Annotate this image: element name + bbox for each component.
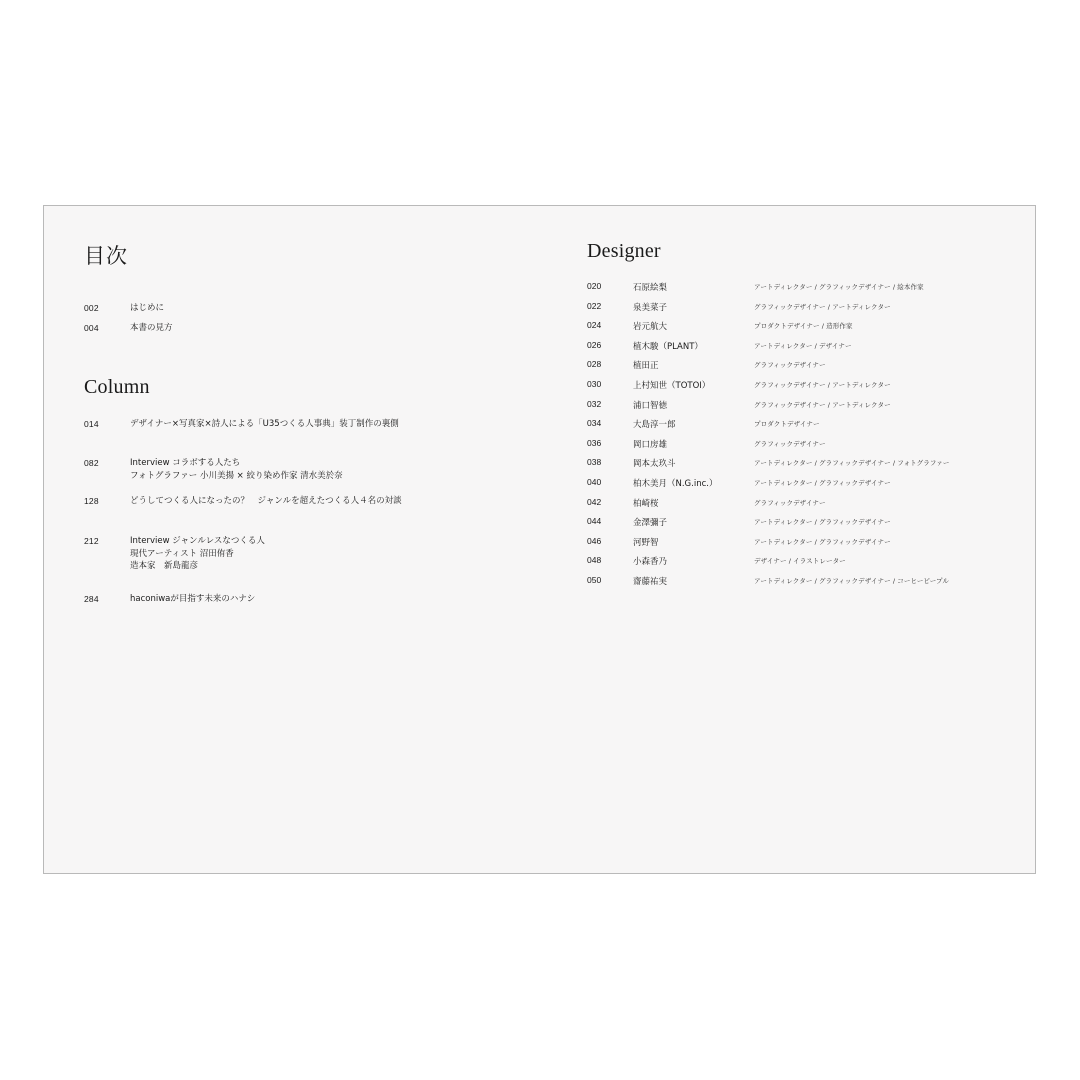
designer-role: アートディレクター / グラフィックデザイナー	[754, 479, 891, 487]
designer-role: グラフィックデザイナー / アートディレクター	[754, 400, 891, 409]
designer-role: デザイナー / イラストレーター	[754, 557, 846, 566]
column-heading: Column	[84, 376, 150, 398]
designer-name: 金澤彌子	[633, 518, 668, 529]
designer-page-number: 024	[587, 320, 602, 331]
toc-page-number: 002	[84, 303, 99, 313]
toc-entry-text: Interview ジャンルレスなつくる人 現代アーティスト 沼田侑香 造本家 新島龍彦	[130, 536, 265, 571]
toc-entry-text: Interview コラボする人たち フォトグラファー 小川美揚 × 絞り染め作家 清水美於奈	[130, 458, 343, 481]
designer-page-number: 022	[587, 300, 602, 311]
toc-entry-text: はじめに	[130, 303, 165, 313]
designer-name: 上村知世（TOTOI）	[633, 381, 711, 391]
designer-name: 浦口智徳	[633, 400, 668, 411]
toc-page-number: 128	[84, 496, 99, 506]
designer-page-number: 034	[587, 418, 602, 429]
designer-name: 柏崎桜	[633, 498, 659, 509]
designer-page-number: 050	[587, 575, 602, 585]
designer-page-number: 042	[587, 496, 602, 507]
designer-entry	[587, 399, 1027, 413]
designer-entry	[587, 281, 1027, 295]
designer-entry	[587, 359, 1027, 373]
designer-role: グラフィックデザイナー	[754, 498, 826, 507]
designer-role: アートディレクター / グラフィックデザイナー / コーヒーピープル	[754, 577, 949, 585]
designer-entry	[587, 516, 1027, 530]
designer-entry	[587, 457, 1027, 471]
designer-entry	[587, 379, 1027, 393]
designer-name: 岡本太玖斗	[633, 459, 676, 470]
designer-page-number: 030	[587, 379, 602, 389]
designer-entry	[587, 497, 1027, 511]
designer-role: アートディレクター / グラフィックデザイナー	[754, 518, 891, 527]
book-spread	[43, 205, 1036, 874]
designer-name: 小森香乃	[633, 557, 668, 568]
toc-entry-text: 本書の見方	[130, 323, 173, 333]
designer-entry	[587, 477, 1027, 491]
designer-name: 岡口房雄	[633, 439, 668, 450]
designer-entry	[587, 536, 1027, 550]
designer-page-number: 036	[587, 437, 602, 448]
designer-role: グラフィックデザイナー / アートディレクター	[754, 381, 891, 389]
toc-page-number: 284	[84, 594, 99, 604]
designer-page-number: 028	[587, 359, 602, 370]
toc-page-number: 014	[84, 419, 99, 429]
contents-title: 目次	[84, 244, 128, 268]
designer-role: プロダクトデザイナー / 造形作家	[754, 322, 853, 331]
designer-name: 泉美菜子	[633, 302, 668, 313]
designer-name: 植田正	[633, 361, 659, 372]
designer-entry	[587, 555, 1027, 569]
toc-entry-text: haconiwaが目指す未来のハナシ	[130, 594, 256, 604]
designer-page-number: 026	[587, 339, 602, 350]
designer-name: 石原絵梨	[633, 283, 668, 293]
designer-page-number: 040	[587, 477, 602, 487]
designer-page-number: 038	[587, 457, 602, 468]
designer-name: 大島淳一郎	[633, 420, 676, 431]
designer-entry	[587, 320, 1027, 334]
designer-entry	[587, 301, 1027, 315]
designer-entry	[587, 340, 1027, 354]
designer-page-number: 046	[587, 535, 602, 546]
designer-role: アートディレクター / グラフィックデザイナー / 絵本作家	[754, 283, 924, 291]
designer-role: アートディレクター / グラフィックデザイナー	[754, 537, 891, 546]
designer-page-number: 020	[587, 281, 602, 291]
designer-page-number: 048	[587, 555, 602, 566]
designer-entry	[587, 438, 1027, 452]
toc-entry-text: デザイナー×写真家×詩人による「U35つくる人事典」装丁制作の裏側	[130, 419, 399, 429]
designer-page-number: 032	[587, 398, 602, 409]
designer-heading: Designer	[587, 240, 661, 262]
designer-page-number: 044	[587, 516, 602, 527]
toc-page-number: 004	[84, 323, 99, 333]
designer-role: アートディレクター / デザイナー	[754, 341, 852, 350]
designer-name: 岩元航大	[633, 322, 668, 333]
designer-role: プロダクトデザイナー	[754, 420, 820, 429]
toc-entry-text: どうしてつくる人になったの？ ジャンルを超えたつくる人４名の対談	[130, 496, 402, 506]
right-page	[544, 206, 1037, 873]
designer-entry	[587, 418, 1027, 432]
designer-role: アートディレクター / グラフィックデザイナー / フォトグラファー	[754, 459, 950, 468]
toc-page-number: 212	[84, 536, 99, 546]
designer-role: グラフィックデザイナー	[754, 361, 826, 370]
designer-role: グラフィックデザイナー	[754, 439, 826, 448]
designer-role: グラフィックデザイナー / アートディレクター	[754, 302, 891, 311]
left-page	[44, 206, 544, 873]
designer-name: 河野智	[633, 537, 659, 548]
designer-name: 齋藤祐実	[633, 577, 668, 587]
designer-entry	[587, 575, 1027, 589]
designer-name: 柏木美月（N.G.inc.）	[633, 479, 718, 489]
designer-name: 植木駿（PLANT）	[633, 341, 703, 352]
toc-page-number: 082	[84, 458, 99, 468]
